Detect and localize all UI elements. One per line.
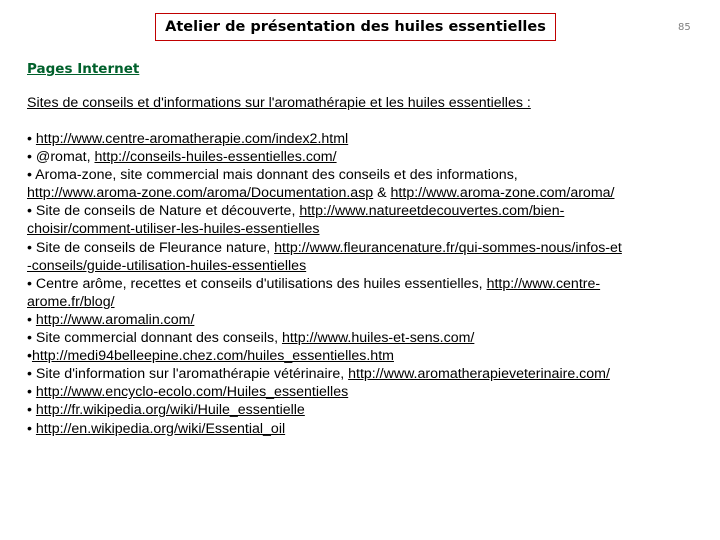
link-line	[27, 329, 707, 347]
hyperlink[interactable]: http://www.encyclo-ecolo.com/Huiles_essentielles	[35, 384, 349, 401]
line-text: Site d'information sur l'aromathérapie vétérinaire,	[35, 366, 349, 383]
bullet: •	[27, 366, 36, 383]
link-line	[27, 311, 707, 329]
section-title: Pages Internet	[27, 61, 140, 77]
hyperlink[interactable]: http://fr.wikipedia.org/wiki/Huile_essentielle	[35, 402, 305, 419]
hyperlink[interactable]: arome.fr/blog/	[27, 293, 115, 310]
link-line	[27, 293, 707, 311]
bullet: •	[27, 330, 36, 347]
page-number: 85	[678, 22, 691, 33]
link-line	[27, 401, 707, 419]
bullet: •	[27, 275, 36, 292]
hyperlink[interactable]: http://www.huiles-et-sens.com/	[281, 330, 475, 347]
hyperlink[interactable]: http://conseils-huiles-essentielles.com/	[94, 149, 337, 166]
link-line	[27, 383, 707, 401]
link-line	[27, 184, 707, 202]
line-text: Site commercial donnant des conseils,	[35, 330, 282, 347]
slide-title: Atelier de présentation des huiles essentielles	[165, 19, 546, 35]
link-line	[27, 148, 707, 166]
hyperlink[interactable]: http://www.centre-aromatherapie.com/index2.html	[35, 131, 349, 147]
hyperlink[interactable]: http://www.aroma-zone.com/aroma/	[390, 185, 615, 202]
separator-text: &	[373, 185, 391, 202]
hyperlink[interactable]: http://en.wikipedia.org/wiki/Essential_oil	[35, 420, 286, 437]
bullet: •	[27, 239, 36, 256]
link-line	[27, 220, 707, 238]
bullet: •	[27, 402, 36, 419]
link-line	[27, 347, 707, 365]
link-line	[27, 275, 707, 293]
hyperlink[interactable]: http://www.aromatherapieveterinaire.com/	[348, 366, 610, 383]
line-text: Aroma-zone, site commercial mais donnant des conseils et des informations,	[35, 167, 518, 184]
line-text: Site de conseils de Fleurance nature,	[35, 239, 275, 256]
link-line	[27, 420, 707, 438]
hyperlink[interactable]: http://www.aroma-zone.com/aroma/Documentation.asp	[27, 185, 374, 202]
link-line	[27, 365, 707, 383]
bullet: •	[27, 203, 36, 220]
bullet: •	[27, 149, 36, 166]
slide-title-box	[155, 13, 556, 41]
bullet: •	[27, 167, 36, 184]
link-line	[27, 202, 707, 220]
bullet: •	[27, 131, 36, 147]
link-line	[27, 130, 707, 148]
hyperlink[interactable]: http://www.natureetdecouvertes.com/bien-	[299, 203, 565, 220]
bullet: •	[27, 420, 36, 437]
line-text: Site de conseils de Nature et découverte,	[35, 203, 300, 220]
link-line	[27, 257, 707, 275]
line-text: @romat,	[35, 149, 95, 166]
link-line	[27, 166, 707, 184]
hyperlink[interactable]: -conseils/guide-utilisation-huiles-essentielles	[27, 257, 307, 274]
links-list	[27, 130, 707, 438]
hyperlink[interactable]: http://www.fleurancenature.fr/qui-sommes-nous/infos-et	[274, 239, 622, 256]
hyperlink[interactable]: choisir/comment-utiliser-les-huiles-essentielles	[27, 221, 320, 238]
bullet: •	[27, 311, 36, 328]
hyperlink[interactable]: http://www.centre-	[486, 275, 601, 292]
link-line	[27, 239, 707, 257]
hyperlink[interactable]: http://www.aromalin.com/	[35, 311, 195, 328]
bullet: •	[27, 348, 32, 365]
line-text: Centre arôme, recettes et conseils d'utilisations des huiles essentielles,	[35, 275, 487, 292]
intro-text: Sites de conseils et d'informations sur l'aromathérapie et les huiles essentielles :	[27, 95, 531, 111]
bullet: •	[27, 384, 36, 401]
hyperlink[interactable]: http://medi94belleepine.chez.com/huiles_essentielles.htm	[31, 348, 394, 365]
